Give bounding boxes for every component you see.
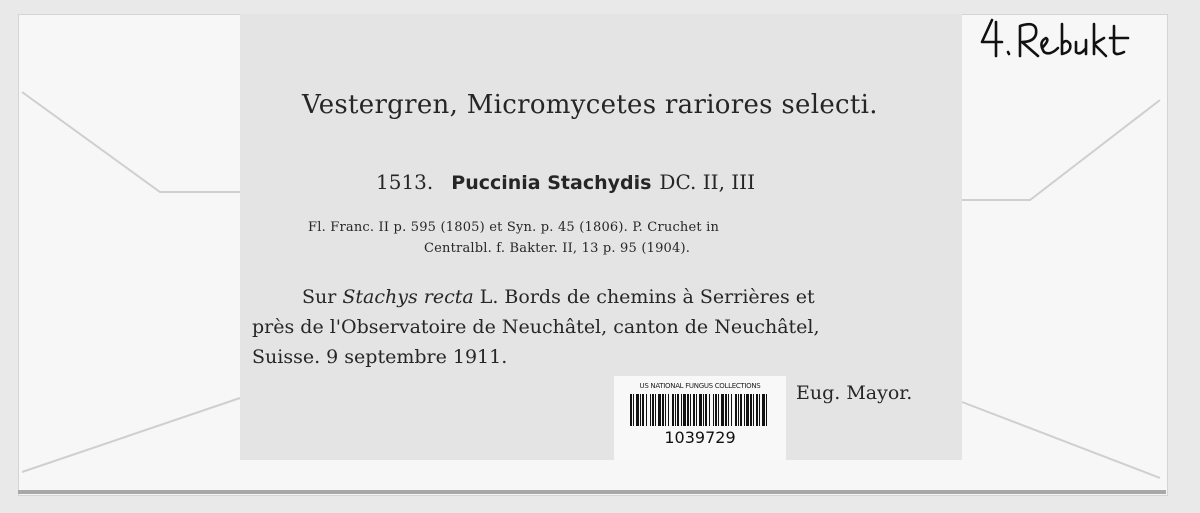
specimen-label xyxy=(240,14,962,460)
barcode-bar xyxy=(766,394,767,426)
species-line xyxy=(376,170,755,194)
barcode-bar xyxy=(738,394,739,426)
barcode-bar xyxy=(655,394,656,426)
barcode-bar xyxy=(746,394,749,426)
barcode-bar xyxy=(693,394,695,426)
barcode-bar xyxy=(696,394,697,426)
locality-line-1 xyxy=(302,286,815,308)
reference-line-2: Centralbl. f. Bakter. II, 13 p. 95 (1904). xyxy=(424,241,691,256)
host-name: Stachys recta xyxy=(342,286,474,308)
left-flap-lower-line xyxy=(22,398,240,472)
barcode-bar xyxy=(642,394,644,426)
barcode-bar xyxy=(759,394,760,426)
barcode-bar xyxy=(681,394,682,426)
reference-line-1: Fl. Franc. II p. 595 (1805) et Syn. p. 45 (1806). P. Cruchet in xyxy=(308,220,720,235)
barcode-bar xyxy=(640,394,641,426)
barcode-bar xyxy=(675,394,676,426)
barcode-bar xyxy=(630,394,632,426)
locality-line-3: Suisse. 9 septembre 1911. xyxy=(252,346,508,368)
barcode-bar xyxy=(709,394,710,426)
barcode-number: 1039729 xyxy=(664,428,736,447)
barcode-bar xyxy=(705,394,707,426)
locality-suffix: L. Bords de chemins à Serrières et xyxy=(473,286,815,308)
barcode-bar xyxy=(718,394,719,426)
barcode-bar xyxy=(740,394,742,426)
barcode-bar xyxy=(728,394,729,426)
barcode-bar xyxy=(636,394,639,426)
barcode-bar xyxy=(690,394,691,426)
series-title: Vestergren, Micromycetes rariores selecti. xyxy=(302,90,878,120)
barcode-bar xyxy=(725,394,727,426)
barcode-bar xyxy=(633,394,634,426)
handwritten-annotation xyxy=(976,12,1146,68)
barcode-bar xyxy=(646,394,647,426)
barcode-label xyxy=(614,376,786,460)
barcode-bar xyxy=(687,394,689,426)
barcode-bar xyxy=(662,394,664,426)
right-flap-upper-line xyxy=(962,100,1160,200)
barcode-bar xyxy=(735,394,737,426)
barcode-bar xyxy=(650,394,651,426)
barcode-bar xyxy=(744,394,745,426)
barcode-bar xyxy=(665,394,666,426)
barcode-bar xyxy=(731,394,732,426)
barcode-bar xyxy=(753,394,754,426)
barcode-bars xyxy=(630,394,770,426)
locality-line-2: près de l'Observatoire de Neuchâtel, canton de Neuchâtel, xyxy=(252,316,820,338)
barcode-bar xyxy=(652,394,654,426)
barcode-bar xyxy=(668,394,669,426)
barcode-header: US NATIONAL FUNGUS COLLECTIONS xyxy=(639,382,761,390)
barcode-bar xyxy=(703,394,704,426)
barcode-bar xyxy=(677,394,679,426)
barcode-bar xyxy=(756,394,758,426)
barcode-bar xyxy=(713,394,714,426)
left-flap-upper-line xyxy=(22,92,240,192)
barcode-bar xyxy=(683,394,686,426)
species-name: Puccinia Stachydis xyxy=(451,172,652,194)
barcode-bar xyxy=(721,394,724,426)
species-authority: DC. II, III xyxy=(659,170,755,194)
barcode-bar xyxy=(672,394,674,426)
right-flap-lower-line xyxy=(962,402,1160,478)
locality-prefix: Sur xyxy=(302,286,343,308)
collector-name: Eug. Mayor. xyxy=(796,382,913,404)
barcode-bar xyxy=(699,394,702,426)
barcode-bar xyxy=(715,394,717,426)
exsiccata-number: 1513. xyxy=(376,170,434,194)
barcode-bar xyxy=(658,394,661,426)
barcode-bar xyxy=(750,394,752,426)
barcode-bar xyxy=(762,394,765,426)
